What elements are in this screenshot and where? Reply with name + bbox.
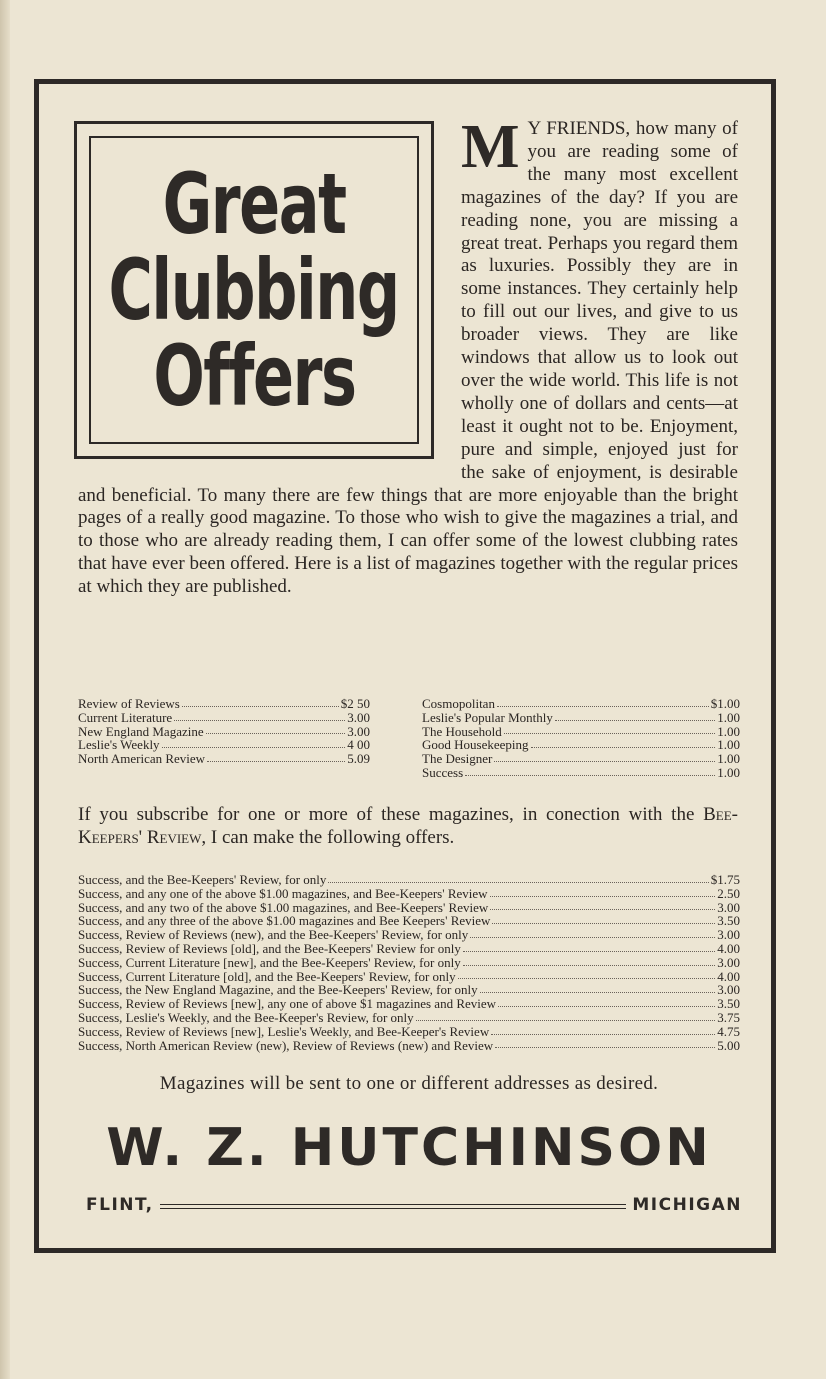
magazine-price: 1.00 xyxy=(717,751,740,767)
advert-heading-line2: Clubbing xyxy=(108,241,400,339)
offer-row xyxy=(78,873,740,887)
magazine-name: Current Literature xyxy=(78,709,173,725)
closing-note: Magazines will be sent to one or different addresses as desired. xyxy=(159,1073,659,1094)
offer-price: 3.75 xyxy=(717,1009,740,1025)
price-row xyxy=(78,752,370,766)
price-row xyxy=(78,725,370,739)
offer-text: Success, Current Literature [new], and the Bee-Keepers' Review, for only xyxy=(78,954,461,970)
intro-paragraph xyxy=(78,113,738,599)
offer-text: Success, and the Bee-Keepers' Review, for only xyxy=(78,872,327,887)
magazine-name: The Designer xyxy=(422,751,493,767)
magazine-name: Cosmopolitan xyxy=(422,696,495,711)
price-row xyxy=(422,766,740,780)
offer-intro-after: , I can make the following offers. xyxy=(201,827,455,848)
magazine-price: 1.00 xyxy=(717,723,740,739)
offer-row xyxy=(78,1039,740,1053)
offer-row xyxy=(78,956,740,970)
offer-price: 5.00 xyxy=(717,1037,740,1053)
magazine-price: 4 00 xyxy=(347,737,370,753)
offer-row xyxy=(78,942,740,956)
price-row xyxy=(78,697,370,711)
magazine-name: North American Review xyxy=(78,751,206,767)
price-list-left xyxy=(78,697,370,766)
offer-list xyxy=(78,873,740,1052)
page-edge xyxy=(0,0,10,1379)
offer-text: Success, Review of Reviews [new], Leslie's Weekly, and Bee-Keeper's Review xyxy=(78,1023,490,1039)
offer-price: 4.75 xyxy=(717,1023,740,1039)
offer-row xyxy=(78,997,740,1011)
offer-row xyxy=(78,901,740,915)
offer-row xyxy=(78,983,740,997)
location-state: MICHIGAN xyxy=(632,1195,742,1215)
offer-price: 4.00 xyxy=(717,968,740,984)
intro-float-spacer xyxy=(78,118,461,474)
magazine-price: 3.00 xyxy=(347,723,370,739)
offer-price: 3.00 xyxy=(717,982,740,998)
offer-row xyxy=(78,887,740,901)
magazine-name: Review of Reviews xyxy=(78,696,180,711)
offer-row xyxy=(78,928,740,942)
location-rule xyxy=(160,1204,627,1209)
location-city: FLINT, xyxy=(86,1195,154,1215)
price-row xyxy=(422,752,740,766)
offer-price: 3.50 xyxy=(717,996,740,1012)
offer-text: Success, Review of Reviews [old], and the Bee-Keepers' Review for only xyxy=(78,940,461,956)
magazine-name: New England Magazine xyxy=(78,723,204,739)
magazine-price: 5.09 xyxy=(347,751,370,767)
offer-price: 3.50 xyxy=(717,913,740,929)
journal-name: Bee-Keepers' Review xyxy=(78,804,738,848)
offer-row xyxy=(78,970,740,984)
magazine-price: 1.00 xyxy=(717,764,740,780)
offer-text: Success, and any one of the above $1.00 magazines, and Bee-Keepers' Review xyxy=(78,885,488,901)
price-list-right xyxy=(422,697,740,780)
magazine-name: The Household xyxy=(422,723,502,739)
offer-row xyxy=(78,914,740,928)
offer-price: 2.50 xyxy=(717,885,740,901)
magazine-price: $2 50 xyxy=(340,696,370,711)
price-row xyxy=(78,738,370,752)
offer-text: Success, the New England Magazine, and the Bee-Keepers' Review, for only xyxy=(78,982,478,998)
offer-price: 3.00 xyxy=(717,954,740,970)
magazine-price: 3.00 xyxy=(347,709,370,725)
offer-text: Success, Review of Reviews (new), and the Bee-Keepers' Review, for only xyxy=(78,927,469,943)
price-row xyxy=(78,711,370,725)
offer-price: 3.00 xyxy=(717,927,740,943)
offer-text: Success, and any three of the above $1.00 magazines and Bee Keepers' Review xyxy=(78,913,491,929)
offer-price: $1.75 xyxy=(710,872,740,887)
offer-row xyxy=(78,1011,740,1025)
offer-text: Success, Current Literature [old], and the Bee-Keepers' Review, for only xyxy=(78,968,456,984)
price-row xyxy=(422,697,740,711)
magazine-name: Leslie's Weekly xyxy=(78,737,160,753)
magazine-name: Success xyxy=(422,764,464,780)
offer-text: Success, Leslie's Weekly, and the Bee-Keeper's Review, for only xyxy=(78,1009,414,1025)
price-row xyxy=(422,711,740,725)
offer-price: 4.00 xyxy=(717,940,740,956)
offer-text: Success, Review of Reviews [new], any one of above $1 magazines and Review xyxy=(78,996,497,1012)
magazine-price: 1.00 xyxy=(717,709,740,725)
price-row xyxy=(422,738,740,752)
magazine-name: Leslie's Popular Monthly xyxy=(422,709,553,725)
offer-text: Success, North American Review (new), Review of Reviews (new) and Review xyxy=(78,1037,494,1053)
offer-intro-paragraph xyxy=(78,803,738,849)
magazine-price: 1.00 xyxy=(717,737,740,753)
intro-text: how many of you are reading some of the many most excellent magazines of the day? If you are reading none, you are missing a great treat. Perhaps you regard them as luxuries. Possibly they are in some instances. They certainly help to fill out our lives, and give to us broader views. They are like windows that allow us to look out over the wide world. This life is not wholly one of dollars and cents—at least it ought not to be. Enjoyment, pure and simple, enjoyed just for the sake of enjoyment, is desirable and beneficial. To many there are few things that are more enjoyable than the bright pages of a really good magazine. To those who wish to give the magazines a trial, and to those who are already reading them, I can offer some of the lowest clubbing rates that have ever been offered. Here is a list of magazines together with the regular prices at which they are published. xyxy=(78,118,738,598)
publisher-name: W. Z. HUTCHINSON xyxy=(106,1118,712,1178)
intro-lead: Y FRIENDS, xyxy=(527,118,631,139)
offer-row xyxy=(78,1025,740,1039)
price-row xyxy=(422,725,740,739)
magazine-name: Good Housekeeping xyxy=(422,737,529,753)
offer-intro-before: If you subscribe for one or more of these magazines, in conection with the xyxy=(78,804,704,825)
offer-text: Success, and any two of the above $1.00 magazines, and Bee-Keepers' Review xyxy=(78,899,489,915)
magazine-price: $1.00 xyxy=(710,696,740,711)
offer-price: 3.00 xyxy=(717,899,740,915)
advert-heading-line1: Great xyxy=(162,155,346,253)
drop-cap: M xyxy=(461,113,520,181)
advert-heading-line3: Offers xyxy=(152,327,356,425)
publisher-location xyxy=(86,1195,742,1215)
